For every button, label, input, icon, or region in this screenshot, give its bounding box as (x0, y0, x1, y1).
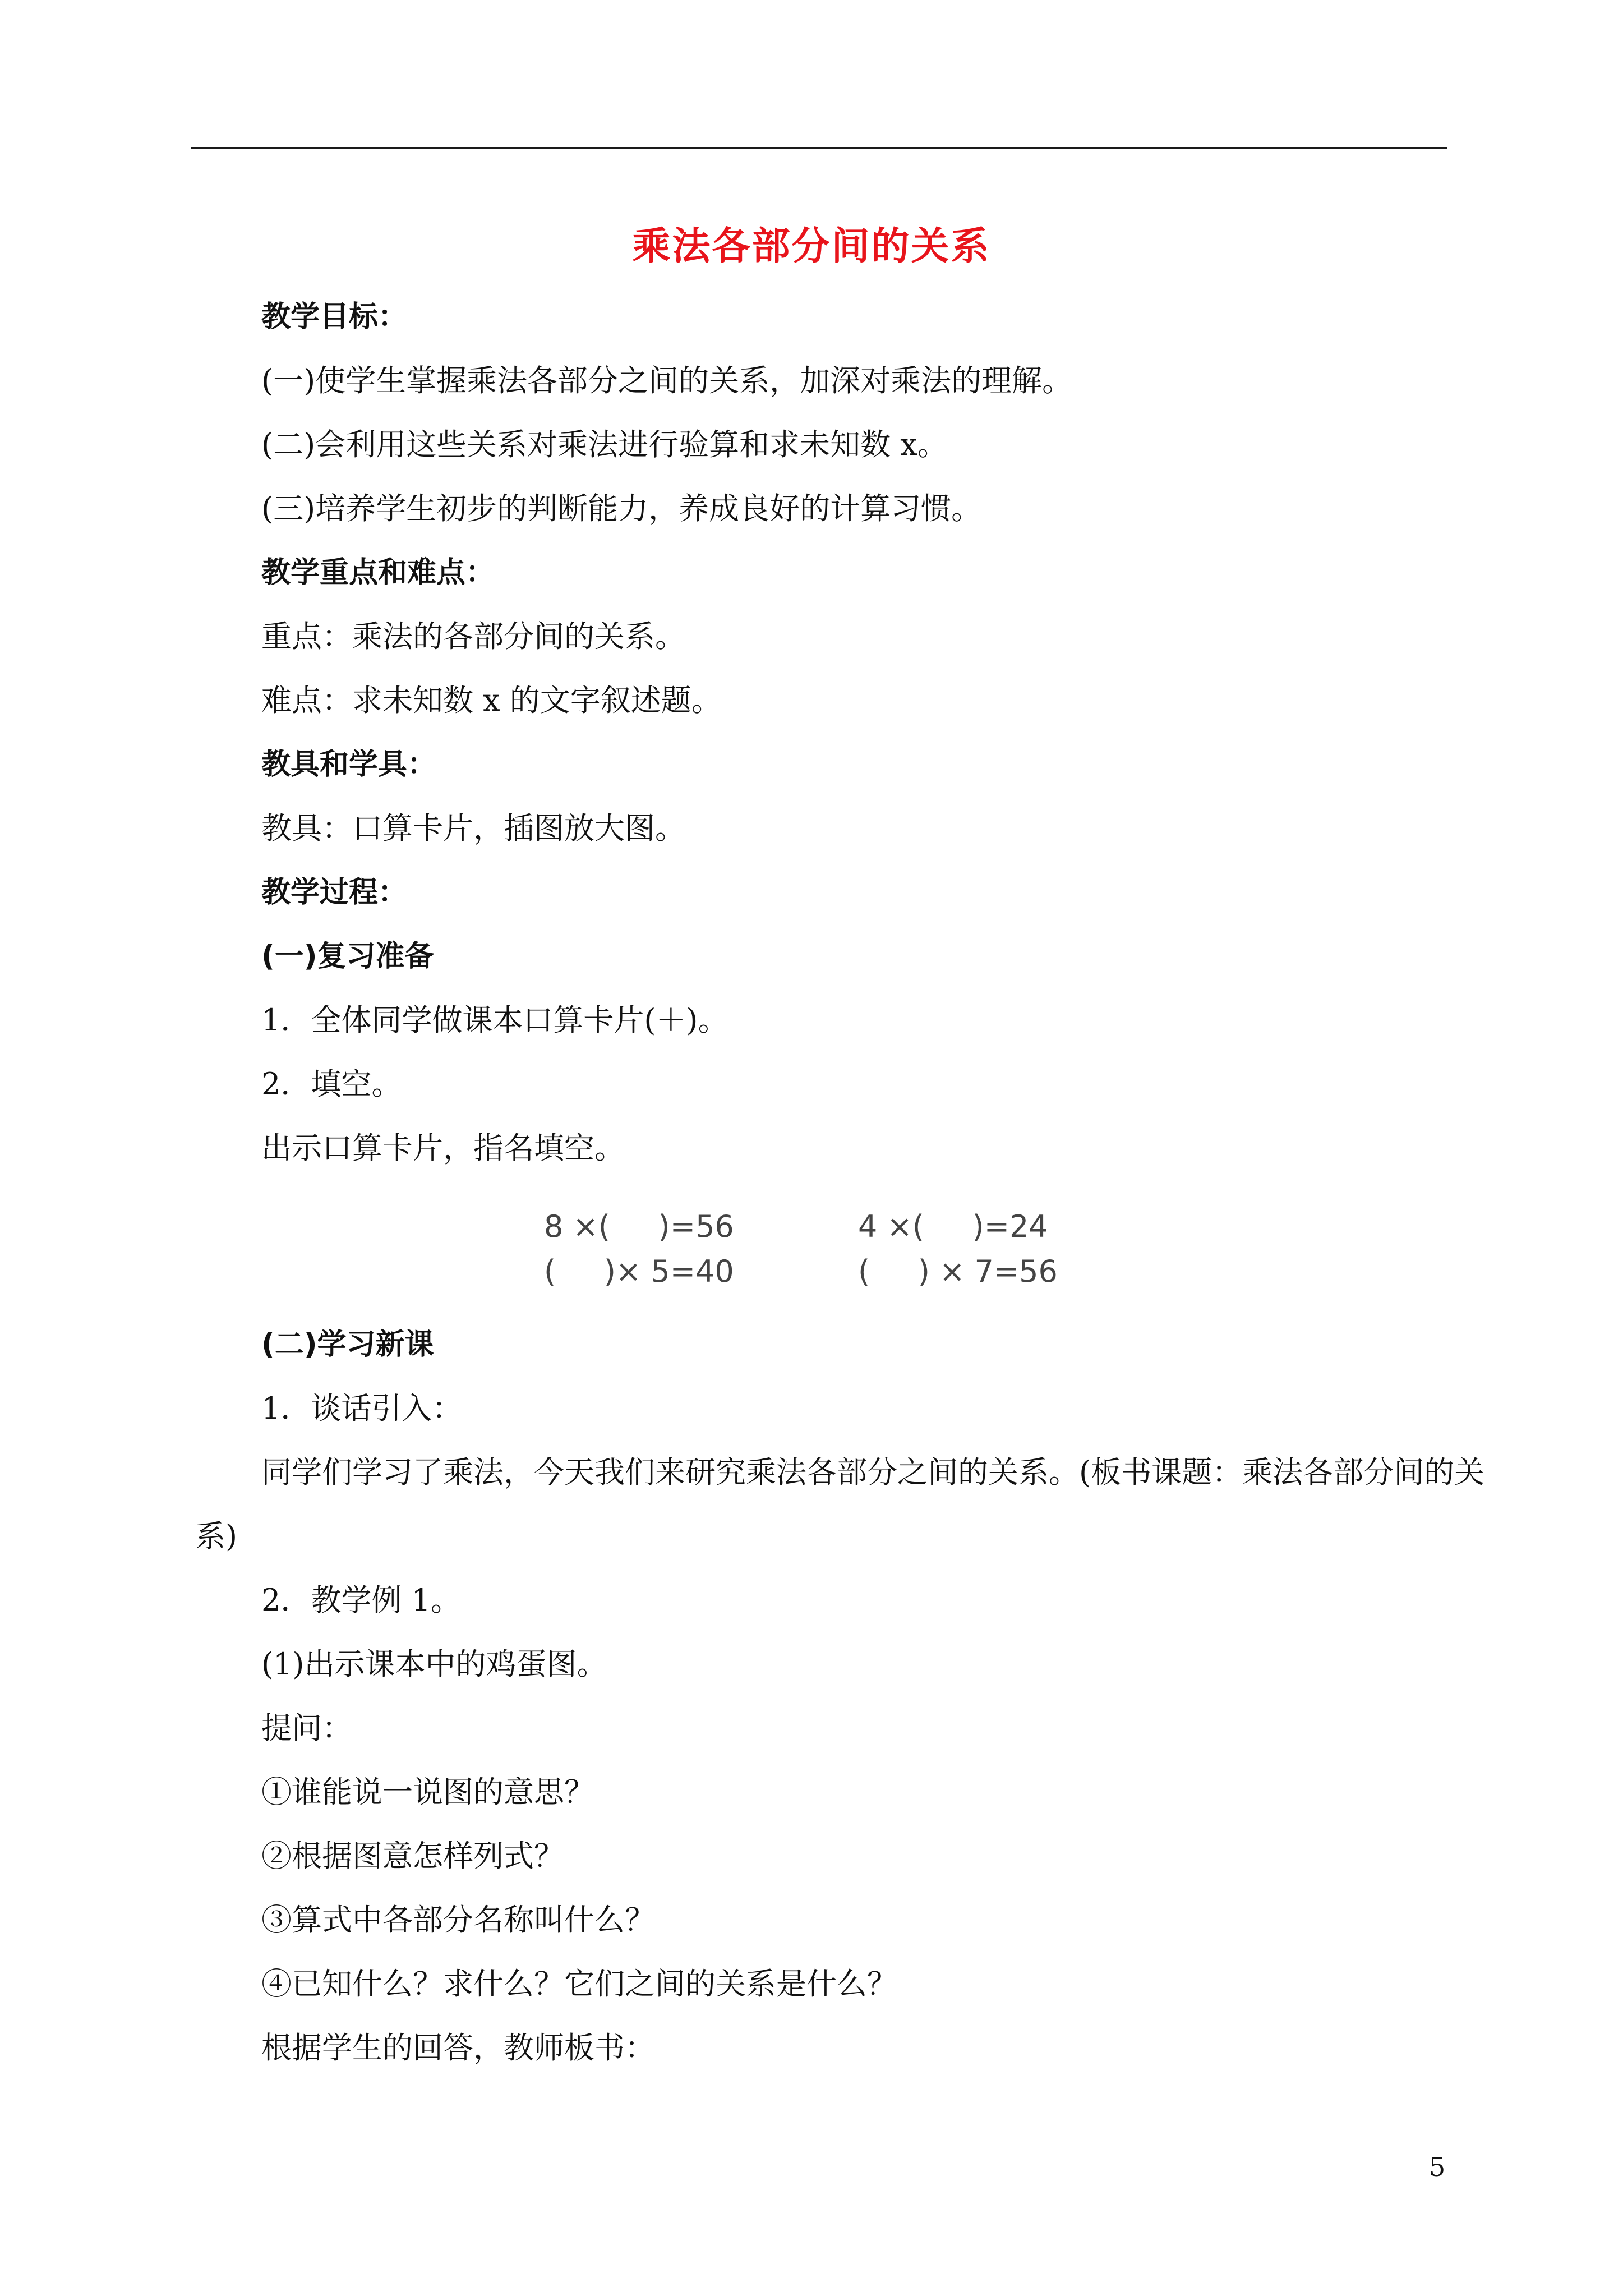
paragraph: (1)出示课本中的鸡蛋图。 (261, 1646, 607, 1682)
paragraph: 1．全体同学做课本口算卡片(＋)。 (261, 1002, 728, 1038)
paragraph: ①谁能说一说图的意思？ (261, 1774, 594, 1810)
heading-new-lesson: (二)学习新课 (261, 1328, 434, 1361)
header-rule (191, 147, 1447, 149)
heading-objectives: 教学目标： (261, 300, 408, 334)
heading-key-points: 教学重点和难点： (261, 556, 495, 590)
paragraph: 同学们学习了乘法，今天我们来研究乘法各部分之间的关系。(板书课题：乘法各部分间的关 (261, 1455, 1485, 1490)
paragraph: (三)培养学生初步的判断能力，养成良好的计算习惯。 (261, 491, 982, 526)
paragraph: ④已知什么？求什么？它们之间的关系是什么？ (261, 1966, 897, 2001)
paragraph: 2．教学例 1。 (261, 1582, 461, 1618)
heading-process: 教学过程： (261, 876, 408, 909)
paragraph: 根据学生的回答，教师板书： (261, 2030, 655, 2065)
heading-review: (一)复习准备 (261, 940, 434, 973)
document-title: 乘法各部分间的关系 (632, 224, 991, 269)
paragraph: ③算式中各部分名称叫什么？ (261, 1902, 655, 1938)
paragraph: (一)使学生掌握乘法各部分之间的关系，加深对乘法的理解。 (261, 363, 1073, 398)
paragraph: 教具：口算卡片，插图放大图。 (261, 811, 685, 846)
paragraph: 难点：求未知数 x 的文字叙述题。 (261, 683, 722, 718)
paragraph: 系) (195, 1519, 238, 1554)
equation-card: 4 ×( )=24 (858, 1209, 1048, 1244)
paragraph: ②根据图意怎样列式？ (261, 1838, 564, 1874)
equation-card: ( )× 5=40 (544, 1254, 734, 1289)
equation-card: 8 ×( )=56 (544, 1209, 734, 1244)
heading-tools: 教具和学具： (261, 748, 437, 781)
paragraph: 1．谈话引入： (261, 1391, 463, 1426)
paragraph: 出示口算卡片，指名填空。 (261, 1130, 625, 1166)
paragraph: 提问： (261, 1710, 352, 1746)
equation-card: ( ) × 7=56 (858, 1254, 1058, 1289)
paragraph: 重点：乘法的各部分间的关系。 (261, 619, 685, 654)
paragraph: (二)会利用这些关系对乘法进行验算和求未知数 x。 (261, 427, 948, 462)
page-number: 5 (1429, 2152, 1446, 2182)
paragraph: 2．填空。 (261, 1066, 402, 1102)
